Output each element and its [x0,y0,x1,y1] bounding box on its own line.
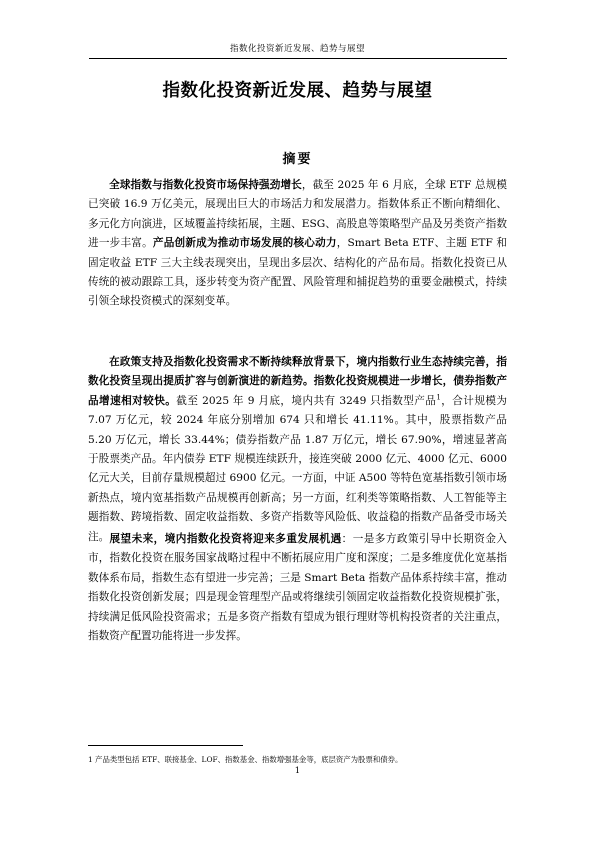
abstract-paragraph-2 [88,353,507,547]
header-rule [89,58,507,59]
paragraph-2-bold-lead: 在政策支持及指数化投资需求不断持续释放背景下，境内指数行业生态持续完善，指数化投资呈现出提质扩容与创新演进的新趋势。指数化投资规模进一步增长，债券指数产品增速相对较快。 [88,356,507,407]
paragraph-1-text-a: ，截至 2025 年 6 月底，全球 ETF 总规模已突破 16.9 万亿美元，展现出巨大的市场活力和发展潜力。指数体系正不断向精细化、多元化方向演进，区域覆盖持续拓展，主题、ESG、高股息等策略型产品及另类资产指数进一步丰富。 [88,179,508,250]
abstract-paragraph-1 [88,176,507,312]
abstract-heading: 摘要 [282,152,313,167]
running-header: 指数化投资新近发展、趋势与展望 [229,44,365,54]
footnote: 1 产品类型包括 ETF、联接基金、LOF、指数基金、指数增强基金等，底层资产为股票和债券。 [88,755,403,764]
paragraph-2-text-a: 截至 2025 年 9 月底，境内共有 3249 只指数型产品 [176,394,437,407]
paragraph-2-text-b: ，合计规模为 7.07 万亿元，较 2024 年底分别增加 674 只和增长 41.11%。其中，股票指数产品 5.20 万亿元，增长 33.44%；债券指数产品 1.87 万亿元，增长 67.90%，增速显著高于股票类产品。年内债券 ETF 规模连续跃升，接连突破 2000 亿元、4000 亿元、6000 亿元大关，目前存量规模超过 6900 亿元。一方面，中证 A500 等特色宽基指数引领市场新热点，境内宽基指数产品规模再创新高；另一方面，红利类等策略指数、人工智能等主题指数、跨境指数、固定收益指数、多资产指数等风险低、收益稳的指数产品备受市场关注。 [88,394,507,543]
abstract-paragraph-3 [88,530,507,646]
paragraph-1-text-b: ，Smart Beta ETF、主题 ETF 和固定收益 ETF 三大主线表现突出，呈现出多层次、结构化的产品布局。指数化投资已从传统的被动跟踪工具，逐步转变为资产配置、风险管理和捕捉趋势的重要金融模式，持续引领全球投资模式的深刻变革。 [88,237,508,308]
paragraph-3-bold-lead: 展望未来，境内指数化投资将迎来多重发展机遇 [109,533,342,545]
footnote-rule [88,745,243,746]
page-number: 1 [294,766,301,776]
paragraph-1-bold-mid: 产品创新成为推动市场发展的核心动力 [152,237,337,250]
paragraph-3-text-a: ：一是多方政策引导中长期资金入市，指数化投资在服务国家战略过程中不断拓展应用广度和深度；二是多维度优化宽基指数体系布局，指数生态有望进一步完善；三是 Smart Beta 指数产品体系持续丰富，推动指数化投资创新发展；四是现金管理型产品或将继续引领固定收益指数化投资规模扩张，持续满足低风险投资需求；五是多资产指数有望成为银行理财等机构投资者的关注重点，指数资产配置功能将进一步发挥。 [88,533,508,643]
paragraph-1-bold-lead: 全球指数与指数化投资市场保持强劲增长 [109,179,302,191]
document-title: 指数化投资新近发展、趋势与展望 [162,81,433,101]
footnote-reference[interactable]: 1 [436,393,441,402]
